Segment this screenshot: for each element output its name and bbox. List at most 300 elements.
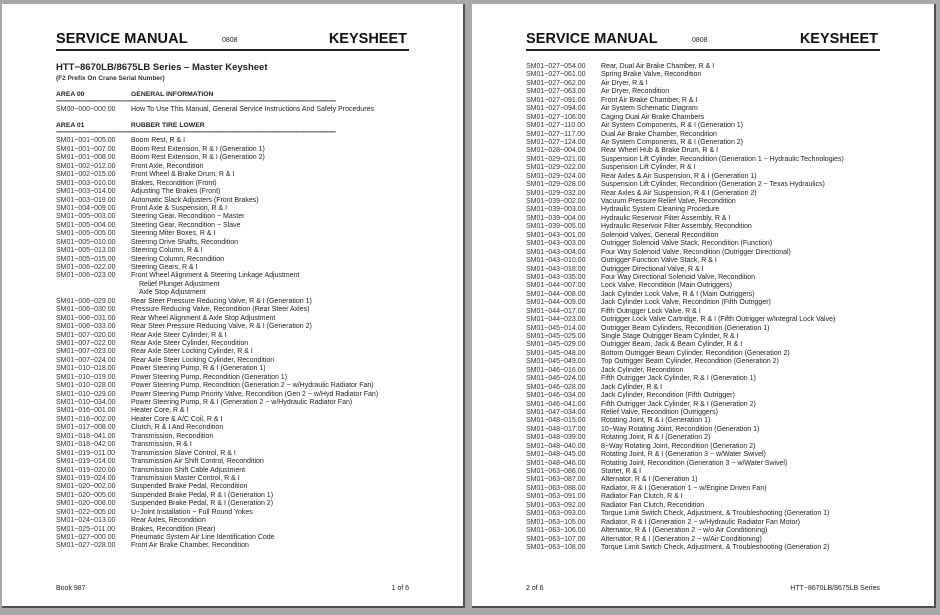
manual-code: SM01−002−015.00 xyxy=(56,171,116,179)
list-item xyxy=(526,375,884,383)
manual-code: SM01−039−003.00 xyxy=(526,206,586,214)
manual-description: Pneumatic System Air Line Identification Code xyxy=(131,534,275,541)
manual-code: SM01−063−092.00 xyxy=(526,501,586,509)
manual-code: SM01−020−008.00 xyxy=(56,500,116,508)
manual-code: SM01−048−045.00 xyxy=(526,451,586,459)
manual-description: Lock Valve, Recondition (Main Outriggers) xyxy=(601,282,732,290)
manual-code: SM01−006−022.00 xyxy=(56,264,116,271)
list-item xyxy=(526,493,884,501)
manual-description: Front Wheel Alignment & Steering Linkage Adjustment xyxy=(131,272,300,280)
list-item xyxy=(526,468,884,476)
list-item xyxy=(526,71,884,79)
manual-description: U−Joint Installation − Full Round Yokes xyxy=(131,508,253,516)
list-item xyxy=(526,350,884,358)
header-revision: 0808 xyxy=(222,37,238,44)
manual-code: SM01−027−091.00 xyxy=(526,96,586,104)
manual-description: Suspended Brake Pedal, R & I (Generation 1) xyxy=(131,491,274,499)
list-item xyxy=(526,417,884,425)
manual-code: SM01−028−004.00 xyxy=(526,147,586,155)
list-item xyxy=(56,407,413,415)
manual-description: Four Way Directional Solenoid Valve, Recondition xyxy=(601,273,756,281)
manual-code: SM01−027−061.00 xyxy=(526,71,586,79)
manual-description: Torque Limit Switch Check, Adjustment, & Troubleshooting (Generation 2) xyxy=(601,543,830,551)
manual-description: Transmission Air Shift Control, Recondition xyxy=(131,458,264,466)
manual-description: 10−Way Rotating Joint, Recondition (Generation 1) xyxy=(601,425,760,433)
manual-code: SM01−027−124.00 xyxy=(526,138,586,146)
manual-description: Solenoid Valves, General Recondition xyxy=(601,231,719,239)
manual-code: SM01−063−106.00 xyxy=(526,527,586,535)
manual-description: Front Axle, Recondition xyxy=(131,162,204,170)
list-item xyxy=(526,198,884,206)
manual-description: Rotating Joint, R & I (Generation 3 − w/Water Swivel) xyxy=(601,451,766,459)
footer-page-number: 2 of 6 xyxy=(526,585,544,592)
manual-code: SM01−048−039.00 xyxy=(526,434,586,442)
manual-description: Rear Steer Pressure Reducing Valve, R & I (Generation 2) xyxy=(131,323,312,331)
manual-code: SM01−027−054.00 xyxy=(526,63,586,70)
manual-description: Outrigger Beam, Jack & Beam Cylinder, R & I xyxy=(601,341,743,349)
divider: ***************************************************************************************************************************************************************** xyxy=(56,100,336,106)
manual-code: SM01−018−042.00 xyxy=(56,441,116,449)
list-item xyxy=(526,240,884,248)
manual-description: Alternator, R & I (Generation 1) xyxy=(601,476,698,484)
manual-code: SM01−005−013.00 xyxy=(56,247,116,255)
list-item xyxy=(56,340,413,348)
manual-code: SM01−063−093.00 xyxy=(526,510,586,518)
list-item xyxy=(526,434,884,442)
manual-description: Spring Brake Valve, Recondition xyxy=(601,71,702,79)
list-item xyxy=(56,256,413,264)
manual-description: Hydraulic Reservoir Filter Assembly, R & I xyxy=(601,214,731,222)
manual-code: SM01−045−049.00 xyxy=(526,358,586,366)
area-name: RUBBER TIRE LOWER xyxy=(131,122,205,130)
manual-code: SM01−043−003.00 xyxy=(526,240,586,248)
manual-description: Fifth Outrigger Jack Cylinder, R & I (Generation 1) xyxy=(601,375,756,383)
manual-code: SM01−020−002.00 xyxy=(56,483,116,491)
manual-description: Suspended Brake Pedal, Recondition xyxy=(131,483,248,491)
list-item xyxy=(526,308,884,316)
list-item xyxy=(526,443,884,451)
list-item xyxy=(526,156,884,164)
manual-code: SM01−029−032.00 xyxy=(526,189,586,197)
manual-description: Rear Axle Steer Cylinder, R & I xyxy=(131,331,227,339)
manual-code: SM01−048−040.00 xyxy=(526,442,586,450)
manual-code: SM01−039−004.00 xyxy=(526,214,586,222)
manual-description: Transmission, Recondition xyxy=(131,432,214,440)
list-item xyxy=(56,483,413,491)
manual-description: Suspension Lift Cylinder, Recondition (Generation 2 − Texas Hydraulics) xyxy=(601,181,825,189)
manual-code: SM01−027−028.00 xyxy=(56,542,116,550)
list-item xyxy=(526,97,884,105)
manual-code: SM01−001−005.00 xyxy=(56,137,116,145)
list-item xyxy=(56,475,413,483)
manual-description: Rear Axles, Recondition xyxy=(131,517,206,525)
manual-code: SM01−027−094.00 xyxy=(526,105,586,113)
page-header xyxy=(56,31,409,51)
manual-code: SM01−007−024.00 xyxy=(56,356,116,364)
manual-description: Rear Axle Steer Locking Cylinder, R & I xyxy=(131,348,253,356)
manual-code: SM01−045−029.00 xyxy=(526,341,586,349)
manual-description: Power Steering Pump, Recondition (Generation 2 − w/Hydraulic Radiator Fan) xyxy=(131,382,374,390)
manual-code: SM01−005−005.00 xyxy=(56,230,116,238)
manual-description: Starter, R & I xyxy=(601,468,642,475)
document-title: HTT−8670LB/8675LB Series – Master Keysheet xyxy=(56,62,268,73)
manual-code: SM01−044−017.00 xyxy=(526,307,586,315)
manual-description: Rear Wheel Alignment & Axle Stop Adjustment xyxy=(131,314,276,322)
manual-code: SM01−046−024.00 xyxy=(526,375,586,383)
manual-description: Front Axle & Suspension, R & I xyxy=(131,204,228,212)
list-item xyxy=(56,450,413,458)
manual-code: SM01−019−024.00 xyxy=(56,474,116,482)
list-item xyxy=(56,106,413,114)
entry-list-area-01-cont xyxy=(56,298,413,551)
manual-description: 8−Way Rotating Joint, Recondition (Generation 2) xyxy=(601,442,756,450)
manual-code: SM01−043−004.00 xyxy=(526,248,586,256)
manual-code: SM01−027−000.00 xyxy=(56,534,116,541)
manual-code: SM01−047−034.00 xyxy=(526,408,586,416)
manual-description: Rotating Joint, R & I (Generation 1) xyxy=(601,417,711,425)
manual-code: SM01−027−062.00 xyxy=(526,79,586,87)
list-item xyxy=(526,114,884,122)
manual-description: Jack Cylinder, Recondition xyxy=(601,366,684,374)
list-item xyxy=(56,171,413,179)
manual-code: SM01−017−008.00 xyxy=(56,424,116,432)
manual-description: Radiator, R & I (Generation 2 − w/Hydraulic Radiator Fan Motor) xyxy=(601,518,801,526)
list-item xyxy=(526,88,884,96)
list-item xyxy=(56,163,413,171)
manual-description: Radiator Fan Clutch, Recondition xyxy=(601,501,705,509)
manual-description: Outrigger Lock Valve Cartridge, R & I (Fifth Outrigger w/Integral Lock Valve) xyxy=(601,316,836,324)
manual-description: Brakes, Recondition (Rear) xyxy=(131,525,216,533)
list-item xyxy=(56,247,413,255)
entry-list-page-2 xyxy=(526,63,884,552)
list-item xyxy=(526,282,884,290)
list-item xyxy=(526,536,884,544)
document-subtitle: (F2 Prefix On Crane Serial Number) xyxy=(56,75,165,82)
manual-code: SM01−019−011.00 xyxy=(56,449,116,457)
manual-description: Steering Column, Recondition xyxy=(131,255,224,263)
manual-code: SM01−010−028.00 xyxy=(56,382,116,390)
manual-code: SM01−027−063.00 xyxy=(526,88,586,96)
manual-description: Transmission, R & I xyxy=(131,441,192,449)
sub-item: Axle Stop Adjustment xyxy=(139,289,206,297)
manual-description: Rotating Joint, R & I (Generation 2) xyxy=(601,434,711,442)
manual-description: Hydraulic Reservoir Filter Assembly, Recondition xyxy=(601,223,752,231)
header-title: SERVICE MANUAL xyxy=(56,31,188,47)
list-item xyxy=(526,147,884,155)
manual-description: Alternator, R & I (Generation 2 − w/Air Conditioning) xyxy=(601,535,762,543)
manual-code: SM01−063−086.00 xyxy=(526,468,586,475)
manual-code: SM01−063−091.00 xyxy=(526,493,586,501)
manual-code: SM01−048−015.00 xyxy=(526,417,586,425)
manual-code: SM01−024−013.00 xyxy=(56,517,116,525)
area-heading-01 xyxy=(56,121,413,130)
list-item xyxy=(526,341,884,349)
manual-description: Radiator Fan Clutch, R & I xyxy=(601,493,683,501)
manual-description: Rear, Dual Air Brake Chamber, R & I xyxy=(601,63,715,70)
manual-description: Dual Air Brake Chamber, Recondition xyxy=(601,130,717,138)
list-item xyxy=(526,401,884,409)
list-item xyxy=(56,213,413,221)
list-item xyxy=(526,223,884,231)
manual-description: Rear Axles & Air Suspension, R & I (Generation 2) xyxy=(601,189,757,197)
manual-description: Transmission Shift Cable Adjustment xyxy=(131,466,246,474)
list-item xyxy=(56,500,413,508)
manual-code: SM01−043−035.00 xyxy=(526,273,586,281)
list-item xyxy=(526,266,884,274)
manual-description: Automatic Slack Adjusters (Front Brakes) xyxy=(131,196,259,204)
manual-description: Transmission Master Control, R & I xyxy=(131,474,240,482)
manual-code: SM01−002−012.00 xyxy=(56,162,116,170)
manual-code: SM01−039−005.00 xyxy=(526,223,586,231)
manual-code: SM01−003−019.00 xyxy=(56,196,116,204)
list-item xyxy=(526,451,884,459)
manual-description: Front Air Brake Chamber, R & I xyxy=(601,96,698,104)
list-item xyxy=(526,190,884,198)
manual-code: SM01−046−028.00 xyxy=(526,383,586,391)
divider: ***************************************************************************************************************************************************************** xyxy=(56,131,336,138)
list-item xyxy=(526,510,884,518)
manual-description: Transmission Slave Control, R & I xyxy=(131,449,236,457)
manual-description: Jack Cylinder Lock Valve, Recondition (Fifth Outrigger) xyxy=(601,299,771,307)
manual-code: SM01−043−018.00 xyxy=(526,265,586,273)
list-item xyxy=(56,154,413,162)
manual-description: Hydraulic System Cleaning Procedure xyxy=(601,206,720,214)
list-item xyxy=(526,409,884,417)
manual-description: Outrigger Solenoid Valve Stack, Recondition (Function) xyxy=(601,240,773,248)
manual-description: Steering Gear, Recondition − Master xyxy=(131,213,245,221)
list-item xyxy=(526,181,884,189)
list-item xyxy=(56,197,413,205)
manual-code: SM01−048−017.00 xyxy=(526,425,586,433)
list-item xyxy=(56,399,413,407)
manual-description: Rear Axle Steer Locking Cylinder, Recondition xyxy=(131,356,275,364)
manual-description: Suspended Brake Pedal, R & I (Generation 2) xyxy=(131,500,274,508)
manual-description: Boom Rest Extension, R & I (Generation 1) xyxy=(131,145,265,153)
list-item xyxy=(526,131,884,139)
list-item xyxy=(526,173,884,181)
manual-description: Rear Axles & Air Suspension, R & I (Generation 1) xyxy=(601,172,757,180)
manual-description: Front Wheel & Brake Drum, R & I xyxy=(131,171,235,179)
manual-description: Air Dryer, Recondition xyxy=(601,88,670,96)
list-item xyxy=(56,458,413,466)
manual-code: SM01−006−023.00 xyxy=(56,272,116,280)
manual-description: Outrigger Directional Valve, R & I xyxy=(601,265,704,273)
manual-description: Power Steering Pump, R & I (Generation 2 − w/Hydraulic Radiator Fan) xyxy=(131,399,353,406)
manual-description: Rear Axle Steer Cylinder, Recondition xyxy=(131,339,249,347)
list-item xyxy=(56,365,413,373)
area-label: AREA 00 xyxy=(56,91,85,98)
list-item xyxy=(56,306,413,314)
list-item xyxy=(56,323,413,331)
list-item xyxy=(56,492,413,500)
manual-code: SM01−027−106.00 xyxy=(526,113,586,121)
manual-description: Adjusting The Brakes (Front) xyxy=(131,188,221,196)
manual-code: SM01−001−007.00 xyxy=(56,145,116,153)
list-item xyxy=(56,542,413,550)
list-item xyxy=(56,526,413,534)
manual-code: SM01−022−005.00 xyxy=(56,508,116,516)
list-item xyxy=(56,517,413,525)
manual-description: Front Air Brake Chamber, Recondition xyxy=(131,542,249,550)
manual-description: Brakes, Recondition (Front) xyxy=(131,179,217,187)
manual-description: Power Steering Pump, R & I (Generation 1) xyxy=(131,365,266,373)
list-item xyxy=(526,257,884,265)
manual-code: SM01−063−108.00 xyxy=(526,543,586,551)
list-item xyxy=(526,249,884,257)
manual-code: SM01−046−016.00 xyxy=(526,366,586,374)
footer-book: Book 987 xyxy=(56,585,86,592)
list-item xyxy=(526,426,884,434)
list-item xyxy=(526,139,884,147)
manual-code: SM01−010−018.00 xyxy=(56,365,116,373)
manual-code: SM01−046−041.00 xyxy=(526,400,586,408)
manual-code: SM01−025−011.00 xyxy=(56,525,116,533)
manual-code: SM01−006−033.00 xyxy=(56,323,116,331)
list-item xyxy=(56,315,413,323)
manual-description: Heater Core, R & I xyxy=(131,407,189,415)
manual-code: SM01−005−010.00 xyxy=(56,238,116,246)
list-item xyxy=(56,424,413,432)
list-item xyxy=(56,298,413,306)
manual-code: SM01−027−110.00 xyxy=(526,122,586,130)
list-item xyxy=(56,382,413,390)
list-item xyxy=(56,146,413,154)
manual-description: Air System Components, R & I (Generation 1) xyxy=(601,122,743,130)
manual-description: Outrigger Beam Cylinders, Recondition (Generation 1) xyxy=(601,324,770,332)
list-item xyxy=(56,180,413,188)
manual-description: Four Way Solenoid Valve, Recondition (Outrigger Directional) xyxy=(601,248,791,256)
list-item xyxy=(526,299,884,307)
list-item xyxy=(56,509,413,517)
list-item xyxy=(56,137,413,145)
manual-description: Rotating Joint, Recondition (Generation 3 − w/Water Swivel) xyxy=(601,459,788,467)
manual-description: Torque Limit Switch Check, Adjustment, & Troubleshooting (Generation 1) xyxy=(601,510,830,518)
list-item xyxy=(56,416,413,424)
manual-code: SM01−005−004.00 xyxy=(56,221,116,229)
manual-description: Pressure Reducing Valve, Recondition (Rear Steer Axles) xyxy=(131,306,310,314)
manual-description: Steering Drive Shafts, Recondition xyxy=(131,238,238,246)
list-item xyxy=(526,333,884,341)
manual-code: SM01−044−008.00 xyxy=(526,290,586,298)
manual-code: SM01−006−031.00 xyxy=(56,314,116,322)
manual-code: SM00−000−000.00 xyxy=(56,106,116,113)
manual-description: Boom Rest Extension, R & I (Generation 2) xyxy=(131,154,265,162)
header-section: KEYSHEET xyxy=(799,31,878,47)
list-item xyxy=(526,63,884,71)
manual-description: Rear Wheel Hub & Brake Drum, R & I xyxy=(601,147,719,155)
manual-code: SM01−007−022.00 xyxy=(56,339,116,347)
footer-series: HTT−8670LB/8675LB Series xyxy=(790,585,880,592)
manual-code: SM01−003−010.00 xyxy=(56,179,116,187)
manual-code: SM01−048−046.00 xyxy=(526,459,586,467)
manual-description: Power Steering Pump, Recondition (Generation 1) xyxy=(131,373,288,381)
manual-code: SM01−043−010.00 xyxy=(526,257,586,265)
manual-code: SM01−044−007.00 xyxy=(526,282,586,290)
manual-description: Steering Column, R & I xyxy=(131,247,203,255)
list-item xyxy=(526,232,884,240)
manual-code: SM01−010−034.00 xyxy=(56,399,116,406)
manual-code: SM01−029−028.00 xyxy=(526,181,586,189)
list-item xyxy=(526,544,884,552)
manual-code: SM01−003−014.00 xyxy=(56,188,116,196)
manual-code: SM01−029−021.00 xyxy=(526,155,586,163)
page-content xyxy=(56,62,413,551)
header-revision: 0808 xyxy=(692,37,708,44)
manual-code: SM01−045−025.00 xyxy=(526,333,586,340)
manual-description: Single Stage Outrigger Beam Cylinder, R & I xyxy=(601,333,739,340)
manual-description: Jack Cylinder Lock Valve, R & I (Main Outriggers) xyxy=(601,290,755,298)
list-item xyxy=(526,527,884,535)
manual-description: Air Dryer, R & I xyxy=(601,79,648,87)
manual-code: SM01−016−002.00 xyxy=(56,415,116,423)
manual-description: Fifth Outrigger Lock Valve, R & I xyxy=(601,307,701,315)
area-name: GENERAL INFORMATION xyxy=(131,91,214,98)
list-item xyxy=(56,391,413,399)
manual-description: Steering Miter Boxes, R & I xyxy=(131,230,216,238)
list-item xyxy=(526,358,884,366)
area-heading-00 xyxy=(56,90,413,99)
list-item xyxy=(56,374,413,382)
document-page-1 xyxy=(2,4,465,608)
list-item xyxy=(526,122,884,130)
manual-description: Bottom Outrigger Beam Cylinder, Recondition (Generation 2) xyxy=(601,349,790,357)
manual-code: SM01−018−041.00 xyxy=(56,432,116,440)
manual-code: SM01−001−008.00 xyxy=(56,154,116,162)
manual-description: Outrigger Function Valve Stack, R & I xyxy=(601,257,717,265)
manual-code: SM01−027−117.00 xyxy=(526,130,586,138)
manual-description: Rear Steer Pressure Reducing Valve, R & I (Generation 1) xyxy=(131,297,312,305)
list-item xyxy=(56,205,413,213)
page-header xyxy=(526,31,880,51)
manual-description: Vacuum Pressure Relief Valve, Recondition xyxy=(601,198,736,205)
area-label: AREA 01 xyxy=(56,122,85,130)
manual-code: SM01−039−002.00 xyxy=(526,198,586,205)
manual-code: SM01−063−088.00 xyxy=(526,484,586,492)
manual-code: SM01−005−015.00 xyxy=(56,255,116,263)
manual-description: Steering Gears, R & I xyxy=(131,264,198,271)
list-item xyxy=(56,357,413,365)
entry-list-area-00 xyxy=(56,106,413,114)
manual-code: SM01−006−029.00 xyxy=(56,297,116,305)
list-item xyxy=(526,215,884,223)
list-item xyxy=(526,384,884,392)
manual-code: SM01−010−019.00 xyxy=(56,373,116,381)
manual-code: SM01−063−107.00 xyxy=(526,535,586,543)
manual-description: Boom Rest, R & I xyxy=(131,137,186,145)
manual-code: SM01−020−005.00 xyxy=(56,491,116,499)
manual-code: SM01−004−009.00 xyxy=(56,204,116,212)
list-item xyxy=(526,274,884,282)
list-item xyxy=(526,502,884,510)
manual-code: SM01−005−003.00 xyxy=(56,213,116,221)
manual-description: Suspension Lift Cylinder, Recondition (Generation 1 − Hydraulic Technologies) xyxy=(601,155,844,163)
manual-description: How To Use This Manual, General Service Instructions And Safety Procedures xyxy=(131,106,374,113)
list-item xyxy=(526,485,884,493)
manual-code: SM01−006−030.00 xyxy=(56,306,116,314)
manual-code: SM01−063−105.00 xyxy=(526,518,586,526)
list-item xyxy=(56,467,413,475)
list-item xyxy=(526,476,884,484)
list-item xyxy=(56,222,413,230)
list-item xyxy=(526,519,884,527)
list-item xyxy=(56,534,413,542)
list-item xyxy=(56,348,413,356)
manual-description: Top Outrigger Beam Cylinder, Recondition (Generation 2) xyxy=(601,358,779,366)
header-title: SERVICE MANUAL xyxy=(526,31,658,47)
list-item xyxy=(526,291,884,299)
list-item xyxy=(526,325,884,333)
list-item xyxy=(526,80,884,88)
